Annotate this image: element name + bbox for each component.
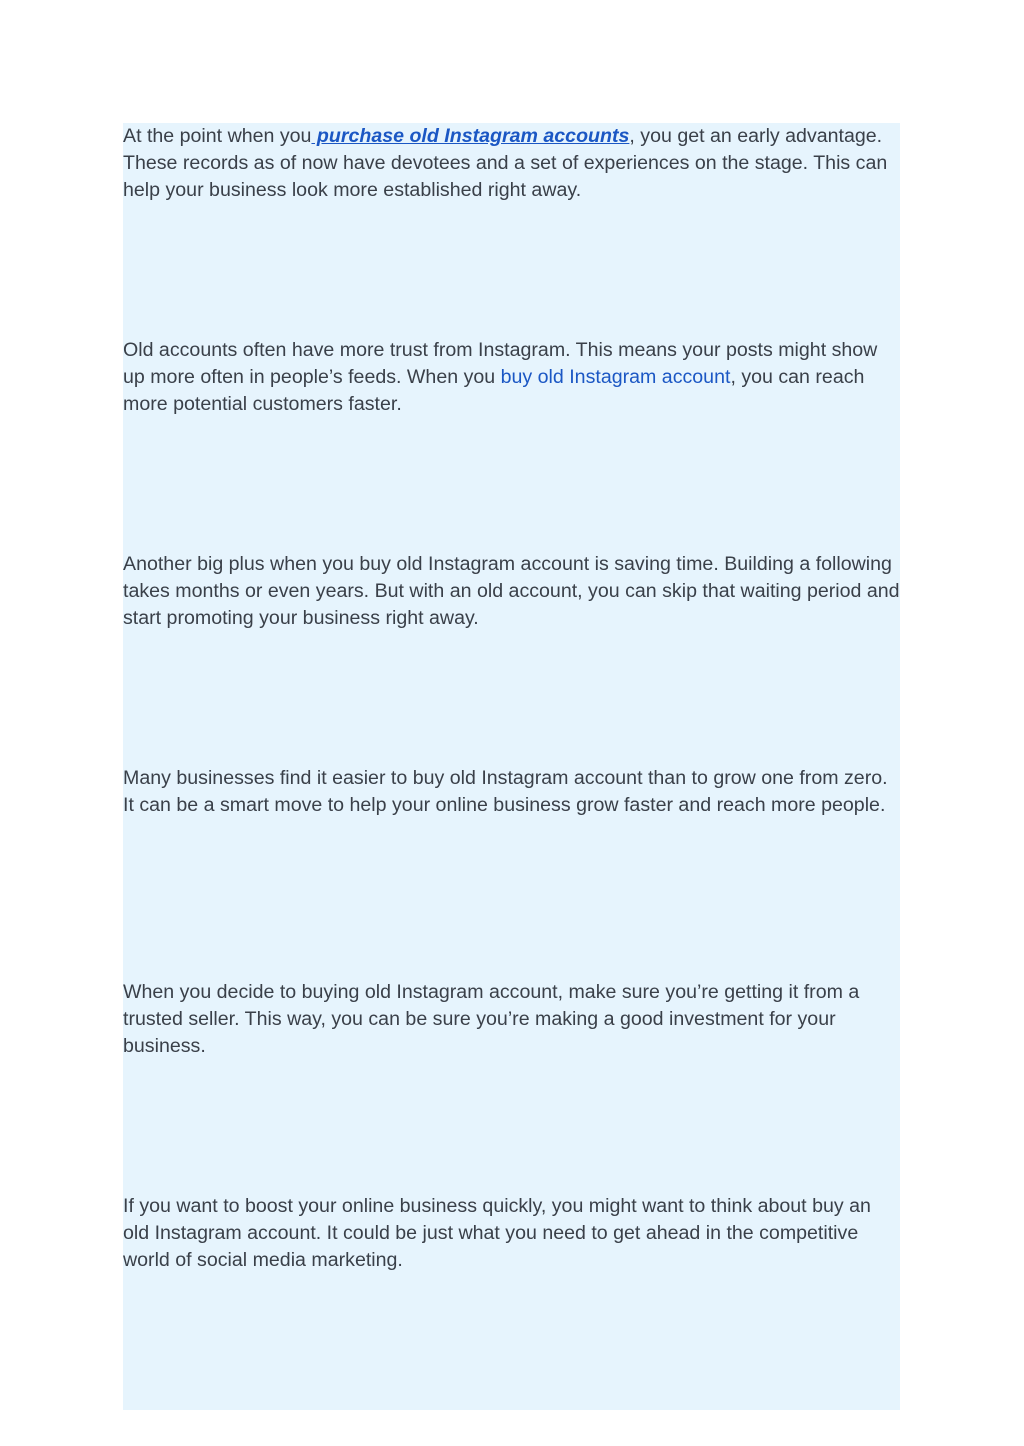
paragraph-trust-text-after: , you can reach more potential customers faster. [123,366,865,416]
paragraph-saving-time: Another big plus when you buy old Instagram account is saving time. Building a following takes months or even years. But with an old account, you can skip that waiting period and start promoting your business right away. [123,553,900,630]
purchase-old-instagram-accounts-link[interactable]: purchase old Instagram accounts [311,125,630,147]
paragraph-intro-text-before: At the point when you [123,125,312,147]
paragraph-trust-text-before: Old accounts often have more trust from Instagram. This means your posts might show up more often in people’s feeds. When you [123,339,878,389]
content-block [123,123,900,1410]
paragraph-intro-text-after: , you get an early advantage. These records as of now have devotees and a set of experiences on the stage. This can help your business look more established right away. [123,125,888,202]
paragraph-trusted-seller: When you decide to buying old Instagram account, make sure you’re getting it from a trusted seller. This way, you can be sure you’re making a good investment for your business. [123,981,860,1058]
paragraph-boost-business: If you want to boost your online business quickly, you might want to think about buy an old Instagram account. It could be just what you need to get ahead in the competitive world of social media marketing. [123,1195,871,1272]
paragraph-grow-faster: Many businesses find it easier to buy old Instagram account than to grow one from zero. It can be a smart move to help your online business grow faster and reach more people. [123,767,888,817]
buy-old-instagram-account-link[interactable]: buy old Instagram account [500,366,731,389]
paragraph-trust [123,337,900,419]
paragraph-intro [123,123,900,205]
